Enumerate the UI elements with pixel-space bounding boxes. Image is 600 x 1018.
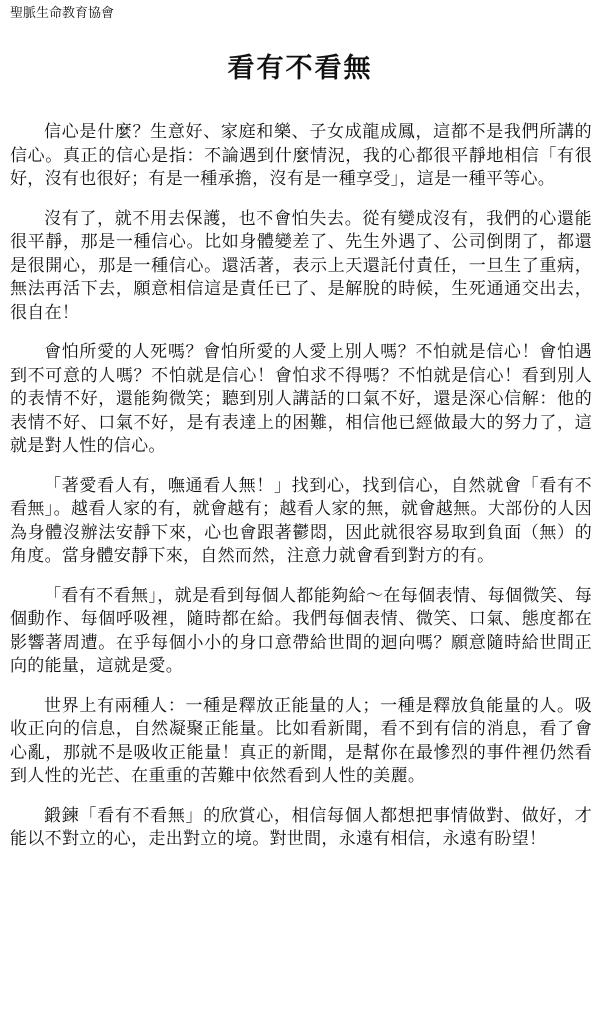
paragraph: 鍛鍊「看有不看無」的欣賞心，相信每個人都想把事情做對、做好，才能以不對立的心，走出對立的境。對世間，永遠有相信，永遠有盼望！: [10, 805, 592, 849]
paragraph: 世界上有兩種人：一種是釋放正能量的人；一種是釋放負能量的人。吸收正向的信息，自然凝聚正能量。比如看新聞，看不到有信的消息，看了會心亂，那就不是吸收正能量！真正的新聞，是幫你在最慘烈的事件裡仍然看到人性的光芒、在重重的苦難中依然看到人性的美麗。: [10, 695, 592, 786]
article-body: [10, 121, 592, 868]
paragraph: 沒有了，就不用去保護，也不會怕失去。從有變成沒有，我們的心還能很平靜，那是一種信心。比如身體變差了、先生外遇了、公司倒閉了，都還是很開心，那是一種信心。還活著，表示上天還託付責任，一旦生了重病，無法再活下去，願意相信這是責任已了、是解脫的時候，生死通通交出去，很自在！: [10, 208, 592, 323]
paragraph: 「著愛看人有，嘸通看人無！」找到心，找到信心，自然就會「看有不看無」。越看人家的有，就會越有；越看人家的無，就會越無。大部份的人因為身體沒辦法安靜下來，心也會跟著鬱悶，因此就很容易取到負面（無）的角度。當身體安靜下來，自然而然，注意力就會看到對方的有。: [10, 475, 592, 566]
paragraph: 「看有不看無」，就是看到每個人都能夠給～在每個表情、每個微笑、每個動作、每個呼吸裡，隨時都在給。我們每個表情、微笑、口氣、態度都在影響著周遭。在乎每個小小的身口意帶給世間的迴向嗎？願意隨時給世間正向的能量，這就是愛。: [10, 585, 592, 676]
organization-header: 聖脈生命教育協會: [10, 6, 115, 21]
article-title: 看有不看無: [227, 53, 373, 84]
paragraph: 會怕所愛的人死嗎？會怕所愛的人愛上別人嗎？不怕就是信心！會怕遇到不可意的人嗎？不怕就是信心！會怕求不得嗎？不怕就是信心！看到別人的表情不好，還能夠微笑；聽到別人講話的口氣不好，還是深心信解：他的表情不好、口氣不好，是有表達上的困難，相信他已經做最大的努力了，這就是對人性的信心。: [10, 342, 592, 456]
paragraph: 信心是什麼？生意好、家庭和樂、子女成龍成鳳，這都不是我們所講的信心。真正的信心是指：不論遇到什麼情況，我的心都很平靜地相信「有很好，沒有也很好；有是一種承擔，沒有是一種享受」，這是一種平等心。: [10, 122, 592, 189]
